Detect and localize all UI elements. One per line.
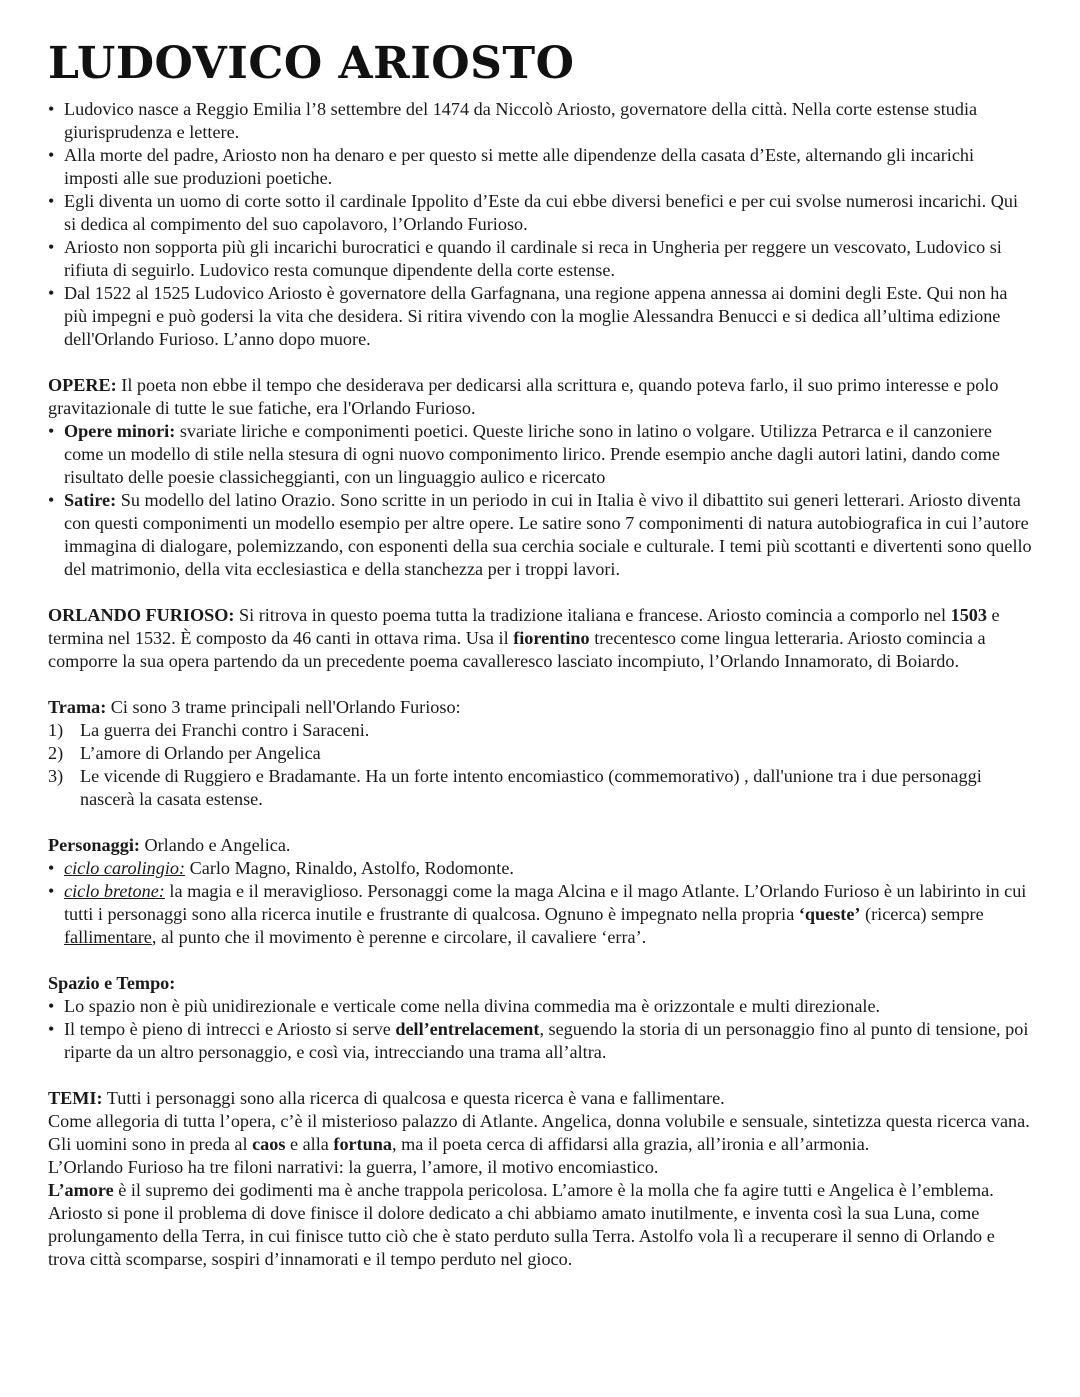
trama-intro: Trama: Ci sono 3 trame principali nell'Orlando Furioso: — [48, 697, 461, 717]
orlando-heading: ORLANDO FURIOSO: — [48, 605, 235, 625]
temi-p2: Come allegoria di tutta l’opera, c’è il misterioso palazzo di Atlante. Angelica, donna volubile e sensuale, sintetizza questa ricerca vana. — [48, 1111, 1030, 1131]
fiorentino-term: fiorentino — [513, 628, 590, 648]
temi-p4: L’Orlando Furioso ha tre filoni narrativi: la guerra, l’amore, il motivo encomiastico. — [48, 1157, 659, 1177]
spazio-tempo-list — [48, 995, 1032, 1064]
orlando-year: 1503 — [950, 605, 987, 625]
fallimentare-term: fallimentare — [64, 927, 152, 947]
opere-intro: OPERE: Il poeta non ebbe il tempo che desiderava per dedicarsi alla scrittura e, quando poteva farlo, il suo primo interesse e polo gravitazionale di tutte le sue fatiche, era l'Orlando Furioso. — [48, 375, 999, 418]
bio-item-2: • Alla morte del padre, Ariosto non ha denaro e per questo si mette alle dipendenze della casata d’Este, alternando gli incarichi imposti alle sue produzioni poetiche. — [48, 144, 1032, 190]
amore-term: L’amore — [48, 1180, 114, 1200]
temi-p1: TEMI: Tutti i personaggi sono alla ricerca di qualcosa e questa ricerca è vana e fallimentare. — [48, 1088, 725, 1108]
tempo-item: • Il tempo è pieno di intrecci e Ariosto si serve dell’entrelacement, seguendo la storia di un personaggio fino al punto di tensione, poi riparte da un altro personaggio, e così via, intrecciando una trama all’altra. — [48, 1018, 1032, 1064]
page-title: LUDOVICO ARIOSTO — [48, 38, 575, 89]
fortuna-term: fortuna — [333, 1134, 392, 1154]
caos-term: caos — [252, 1134, 286, 1154]
spazio-tempo-section — [48, 972, 1032, 1064]
ciclo-carolingio-item: • ciclo carolingio: Carlo Magno, Rinaldo, Astolfo, Rodomonte. — [48, 857, 1032, 880]
trama-section — [48, 696, 1032, 811]
satire-item: • Satire: Su modello del latino Orazio. Sono scritte in un periodo in cui in Italia è vivo il dibattito sui generi letterari. Ariosto diventa con questi componimenti un modello esempio per altre opere. Le satire sono 7 componimenti di natura autobiografica in cui l’autore immagina di dialogare, polemizzando, con esponenti della sua cerchia sociale e culturale. I temi più scottanti e divertenti sono quello del matrimonio, della vita ecclesiastica e della stanchezza per i troppi lavori. — [48, 489, 1032, 581]
bio-item-1: • Ludovico nasce a Reggio Emilia l’8 settembre del 1474 da Niccolò Ariosto, governatore della città. Nella corte estense studia giurisprudenza e lettere. — [48, 98, 1032, 144]
trama-item-3: 3) Le vicende di Ruggiero e Bradamante. Ha un forte intento encomiastico (commemorativo) , dall'unione tra i due personaggi nascerà la casata estense. — [48, 766, 982, 809]
queste-term: ‘queste’ — [798, 904, 861, 924]
temi-p5: L’amore è il supremo dei godimenti ma è anche trappola pericolosa. L’amore è la molla che fa agire tutti e Angelica è l’emblema. — [48, 1180, 994, 1200]
entrelacement-term: dell’entrelacement — [395, 1019, 540, 1039]
spazio-tempo-heading: Spazio e Tempo: — [48, 973, 176, 993]
trama-list — [48, 719, 1032, 811]
spazio-item: • Lo spazio non è più unidirezionale e verticale come nella divina commedia ma è orizzontale e multi direzionale. — [48, 995, 1032, 1018]
temi-p6: Ariosto si pone il problema di dove finisce il dolore dedicato a chi abbiamo amato inutilmente, e inventa così la sua Luna, come prolungamento della Terra, in cui finisce tutto ciò che è stato perduto sulla Terra. Astolfo vola lì a recuperare il senno di Orlando e trova città scomparse, sospiri d’innamorati e il tempo perduto nel gioco. — [48, 1203, 995, 1269]
trama-item-2: 2) L’amore di Orlando per Angelica — [48, 743, 321, 763]
biography-list — [48, 98, 1032, 351]
ciclo-bretone-label: ciclo bretone: — [64, 881, 165, 901]
ciclo-carolingio-label: ciclo carolingio: — [64, 858, 186, 878]
ciclo-bretone-item: • ciclo bretone: la magia e il meraviglioso. Personaggi come la maga Alcina e il mago Atlante. L’Orlando Furioso è un labirinto in cui tutti i personaggi sono alla ricerca inutile e frustrante di qualcosa. Ognuno è impegnato nella propria ‘queste’ (ricerca) sempre fallimentare, al punto che il movimento è perenne e circolare, il cavaliere ‘erra’. — [48, 880, 1032, 949]
opere-section — [48, 374, 1032, 581]
opere-list — [48, 420, 1032, 581]
bio-item-3: • Egli diventa un uomo di corte sotto il cardinale Ippolito d’Este da cui ebbe diversi benefici e per cui svolse numerosi incarichi. Qui si dedica al compimento del suo capolavoro, l’Orlando Furioso. — [48, 190, 1032, 236]
opere-minori-item: • Opere minori: svariate liriche e componimenti poetici. Queste liriche sono in latino o volgare. Utilizza Petrarca e il canzoniere come un modello di stile nella stesura di ogni nuovo componimento lirico. Prende esempio anche dagli autori latini, dando come risultato delle poesie classicheggianti, con un linguaggio aulico e ricercato — [48, 420, 1032, 489]
trama-heading: Trama: — [48, 697, 107, 717]
opere-heading: OPERE: — [48, 375, 117, 395]
satire-label: Satire: — [64, 490, 117, 510]
personaggi-section — [48, 834, 1032, 949]
personaggi-intro: Personaggi: Orlando e Angelica. — [48, 835, 291, 855]
trama-item-1: 1) La guerra dei Franchi contro i Saraceni. — [48, 720, 370, 740]
bio-item-4: • Ariosto non sopporta più gli incarichi burocratici e quando il cardinale si reca in Ungheria per reggere un vescovato, Ludovico si rifiuta di seguirlo. Ludovico resta comunque dipendente della corte estense. — [48, 236, 1032, 282]
personaggi-list — [48, 857, 1032, 949]
opere-minori-label: Opere minori: — [64, 421, 176, 441]
temi-p3: Gli uomini sono in preda al caos e alla fortuna, ma il poeta cerca di affidarsi alla grazia, all’ironia e all’armonia. — [48, 1134, 870, 1154]
orlando-section: ORLANDO FURIOSO: Si ritrova in questo poema tutta la tradizione italiana e francese. Ariosto comincia a comporlo nel 1503 e termina nel 1532. È composto da 46 canti in ottava rima. Usa il fiorentino trecentesco come lingua letteraria. Ariosto comincia a comporre la sua opera partendo da un precedente poema cavalleresco lasciato incompiuto, l’Orlando Innamorato, di Boiardo. — [48, 605, 1000, 671]
temi-section — [48, 1087, 1032, 1271]
temi-heading: TEMI: — [48, 1088, 103, 1108]
personaggi-heading: Personaggi: — [48, 835, 140, 855]
bio-item-5: • Dal 1522 al 1525 Ludovico Ariosto è governatore della Garfagnana, una regione appena annessa ai domini degli Este. Qui non ha più impegni e può godersi la vita che desidera. Si ritira vivendo con la moglie Alessandra Benucci e si dedica all’ultima edizione dell'Orlando Furioso. L’anno dopo muore. — [48, 282, 1032, 351]
